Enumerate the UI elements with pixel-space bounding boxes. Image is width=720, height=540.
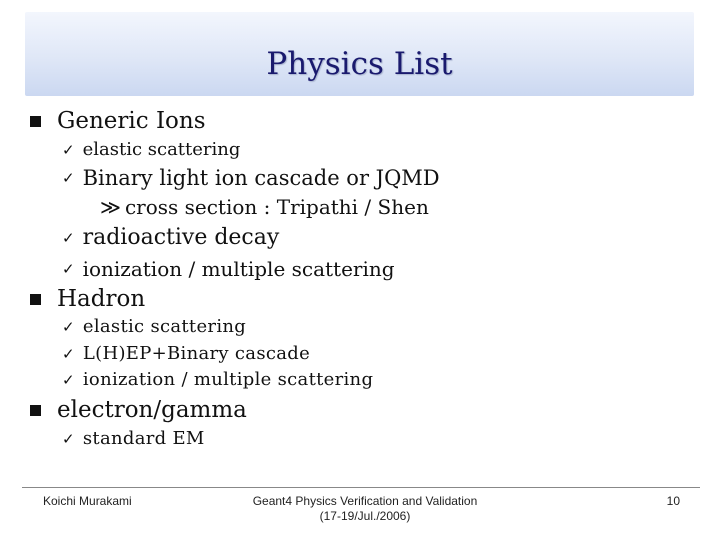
section-electron-gamma xyxy=(30,397,247,423)
square-bullet-icon xyxy=(30,294,41,305)
list-item-text: elastic scattering xyxy=(82,316,247,337)
footer-divider xyxy=(22,487,700,488)
double-chevron-right-icon: ≫ xyxy=(100,195,121,219)
checkmark-icon: ✓ xyxy=(62,429,75,448)
footer-event-date: (17-19/Jul./2006) xyxy=(319,509,411,523)
section-hadron xyxy=(30,286,145,312)
section-generic-ions xyxy=(30,108,206,134)
square-bullet-icon xyxy=(30,405,41,416)
list-item-text: radioactive decay xyxy=(82,225,280,250)
list-item xyxy=(62,257,395,281)
square-bullet-icon xyxy=(30,116,41,127)
list-item xyxy=(62,369,373,390)
list-item xyxy=(62,139,240,160)
list-item xyxy=(62,316,246,337)
page-number: 10 xyxy=(666,494,680,508)
footer-author: Koichi Murakami xyxy=(43,494,132,508)
sub-list-item-text: cross section : Tripathi / Shen xyxy=(124,195,429,219)
checkmark-icon: ✓ xyxy=(62,260,75,278)
list-item xyxy=(62,343,310,364)
list-item-text: ionization / multiple scattering xyxy=(82,369,374,390)
list-item-text: elastic scattering xyxy=(82,139,241,160)
footer-event xyxy=(240,494,490,524)
list-item xyxy=(62,166,440,190)
checkmark-icon: ✓ xyxy=(62,140,75,159)
section-label: Hadron xyxy=(57,286,146,312)
checkmark-icon: ✓ xyxy=(62,370,75,389)
footer-event-title: Geant4 Physics Verification and Validation xyxy=(252,494,478,508)
checkmark-icon: ✓ xyxy=(62,169,75,187)
list-item-text: Binary light ion cascade or JQMD xyxy=(82,166,440,190)
checkmark-icon: ✓ xyxy=(62,344,75,363)
list-item-text: L(H)EP+Binary cascade xyxy=(82,343,311,364)
checkmark-icon: ✓ xyxy=(62,317,75,336)
list-item xyxy=(62,225,279,250)
sub-list-item xyxy=(100,195,429,219)
list-item xyxy=(62,428,205,449)
slide-title: Physics List xyxy=(266,46,453,82)
list-item-text: standard EM xyxy=(82,428,205,449)
checkmark-icon: ✓ xyxy=(62,228,75,247)
section-label: electron/gamma xyxy=(57,397,247,423)
section-label: Generic Ions xyxy=(57,108,206,134)
list-item-text: ionization / multiple scattering xyxy=(82,257,395,281)
